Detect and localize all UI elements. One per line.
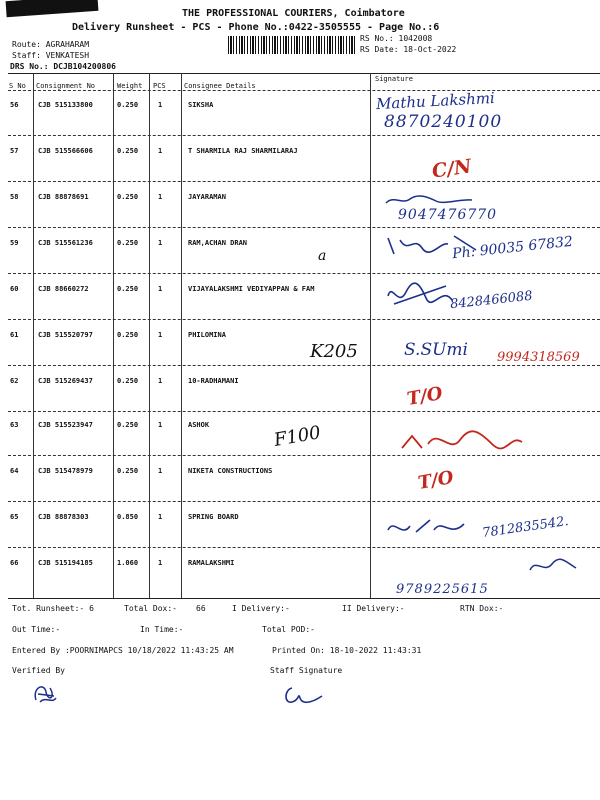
i-delivery: I Delivery:-	[232, 604, 290, 613]
staff-signature: Staff Signature	[270, 666, 343, 675]
row-pcs: 1	[158, 421, 163, 429]
row-consignee: SPRING BOARD	[188, 513, 239, 521]
verifier-signature	[30, 680, 60, 706]
row-weight: 0.250	[117, 421, 139, 429]
row-sno: 60	[10, 285, 19, 293]
row-divider	[8, 181, 600, 182]
company-title: THE PROFESSIONAL COURIERS, Coimbatore	[182, 8, 405, 19]
row-pcs: 1	[158, 193, 163, 201]
row-divider	[8, 365, 600, 366]
table-header-rule	[8, 90, 600, 91]
corner-ink-mark	[6, 0, 99, 17]
row-consignee: SIKSHA	[188, 101, 214, 109]
row-weight: 0.850	[117, 513, 139, 521]
row-weight: 0.250	[117, 239, 139, 247]
row-divider	[8, 135, 600, 136]
row-divider	[8, 319, 600, 320]
mark-handwriting: a	[318, 248, 327, 264]
phone-handwriting: 9789225615	[396, 582, 489, 597]
row-sno: 56	[10, 101, 19, 109]
row-pcs: 1	[158, 101, 163, 109]
drs-number: DRS No.: DCJB104200806	[10, 62, 116, 71]
row-pcs: 1	[158, 467, 163, 475]
phone-handwriting: 7812835542.	[481, 514, 570, 541]
row-sno: 62	[10, 377, 19, 385]
row-pcs: 1	[158, 147, 163, 155]
phone-handwriting: 8428466088	[449, 288, 534, 313]
table-top-rule	[8, 73, 600, 74]
row-consignment: CJB 515520797	[38, 331, 93, 339]
note-handwriting: F100	[272, 422, 323, 451]
signature-scribble	[384, 512, 474, 542]
out-time: Out Time:-	[12, 625, 61, 634]
runsheet-title: Delivery Runsheet - PCS - Phone No.:0422-3505555 - Page No.:6	[72, 22, 440, 33]
row-sno: 58	[10, 193, 19, 201]
row-weight: 0.250	[117, 101, 139, 109]
phone-handwriting: 9047476770	[398, 207, 498, 223]
row-consignment: CJB 515269437	[38, 377, 93, 385]
row-consignee: NIKETA CONSTRUCTIONS	[188, 467, 273, 475]
col-header-pcs: PCS	[153, 82, 166, 90]
signature-scribble	[528, 556, 578, 576]
row-consignment: CJB 88660272	[38, 285, 89, 293]
col-header-signature: Signature	[375, 75, 413, 83]
row-consignee: JAYARAMAN	[188, 193, 226, 201]
col-divider	[149, 73, 150, 598]
signature-scribble	[384, 280, 456, 310]
rtn-dox: RTN Dox:-	[460, 604, 504, 613]
row-consignment: CJB 88878691	[38, 193, 89, 201]
phone-handwriting: 8870240100	[384, 112, 503, 132]
row-weight: 0.250	[117, 377, 139, 385]
row-weight: 0.250	[117, 331, 139, 339]
row-consignee: RAM,ACHAN DRAN	[188, 239, 248, 247]
row-weight: 0.250	[117, 285, 139, 293]
row-sno: 63	[10, 421, 19, 429]
col-header-sno: S No	[9, 82, 26, 90]
row-divider	[8, 547, 600, 548]
row-pcs: 1	[158, 513, 163, 521]
total-dox-value: 66	[196, 604, 206, 613]
row-consignee: ASHOK	[188, 421, 210, 429]
row-weight: 0.250	[117, 193, 139, 201]
note-handwriting: K205	[310, 341, 358, 362]
row-consignee: T SHARMILA RAJ SHARMILARAJ	[188, 147, 298, 155]
col-divider	[370, 73, 371, 598]
phone-handwriting: 9994318569	[497, 350, 580, 365]
row-pcs: 1	[158, 239, 163, 247]
row-consignment: CJB 515133800	[38, 101, 93, 109]
row-consignee: RAMALAKSHMI	[188, 559, 235, 567]
row-consignee: VIJAYALAKSHMI VEDIYAPPAN & FAM	[188, 285, 315, 293]
row-pcs: 1	[158, 377, 163, 385]
staff-signature-mark	[282, 684, 326, 708]
row-divider	[8, 227, 600, 228]
row-consignment: CJB 515194185	[38, 559, 93, 567]
row-divider	[8, 411, 600, 412]
tot-runsheet: Tot. Runsheet:- 6	[12, 604, 94, 613]
row-weight: 1.060	[117, 559, 139, 567]
entered-by: Entered By :POORNIMAPCS 10/18/2022 11:43:25 AM	[12, 646, 234, 655]
total-dox-label: Total Dox:-	[124, 604, 177, 613]
signature-scribble	[398, 424, 528, 458]
row-consignee: 10-RADHAMANI	[188, 377, 239, 385]
route-label: Route: AGRAHARAM	[12, 40, 90, 49]
phone-handwriting: Ph: 90035 67832	[451, 233, 574, 263]
col-divider	[33, 73, 34, 598]
col-divider	[181, 73, 182, 598]
status-handwriting: C/N	[430, 155, 473, 183]
staff-label: Staff: VENKATESH	[12, 51, 90, 60]
row-consignment: CJB 515478979	[38, 467, 93, 475]
row-consignment: CJB 515561236	[38, 239, 93, 247]
signature-scribble	[384, 193, 474, 207]
status-handwriting: T/O	[405, 383, 445, 410]
rs-number: RS No.: 1042008	[360, 34, 433, 43]
signature-handwriting: Mathu Lakshmi	[375, 88, 496, 114]
row-sno: 57	[10, 147, 19, 155]
row-pcs: 1	[158, 559, 163, 567]
row-sno: 61	[10, 331, 19, 339]
total-pod: Total POD:-	[262, 625, 315, 634]
row-consignee: PHILOMINA	[188, 331, 226, 339]
row-sno: 64	[10, 467, 19, 475]
row-consignment: CJB 515566606	[38, 147, 93, 155]
rs-date: RS Date: 18-Oct-2022	[360, 45, 457, 54]
row-weight: 0.250	[117, 147, 139, 155]
row-weight: 0.250	[117, 467, 139, 475]
printed-on: Printed On: 18-10-2022 11:43:31	[272, 646, 422, 655]
col-header-weight: Weight	[117, 82, 143, 90]
row-pcs: 1	[158, 285, 163, 293]
verified-by: Verified By	[12, 666, 65, 675]
col-header-consignee: Consignee Details	[184, 82, 256, 90]
row-divider	[8, 501, 600, 502]
row-pcs: 1	[158, 331, 163, 339]
row-divider	[8, 273, 600, 274]
row-consignment: CJB 515523947	[38, 421, 93, 429]
ii-delivery: II Delivery:-	[342, 604, 405, 613]
table-bottom-rule	[8, 598, 600, 599]
col-header-consignment: Consignment No	[36, 82, 96, 90]
signature-handwriting: S.SUmi	[404, 340, 468, 360]
row-consignment: CJB 88878303	[38, 513, 89, 521]
col-divider	[113, 73, 114, 598]
row-sno: 59	[10, 239, 19, 247]
status-handwriting: T/O	[416, 467, 456, 494]
barcode-image	[228, 36, 356, 54]
row-sno: 65	[10, 513, 19, 521]
row-sno: 66	[10, 559, 19, 567]
in-time: In Time:-	[140, 625, 184, 634]
